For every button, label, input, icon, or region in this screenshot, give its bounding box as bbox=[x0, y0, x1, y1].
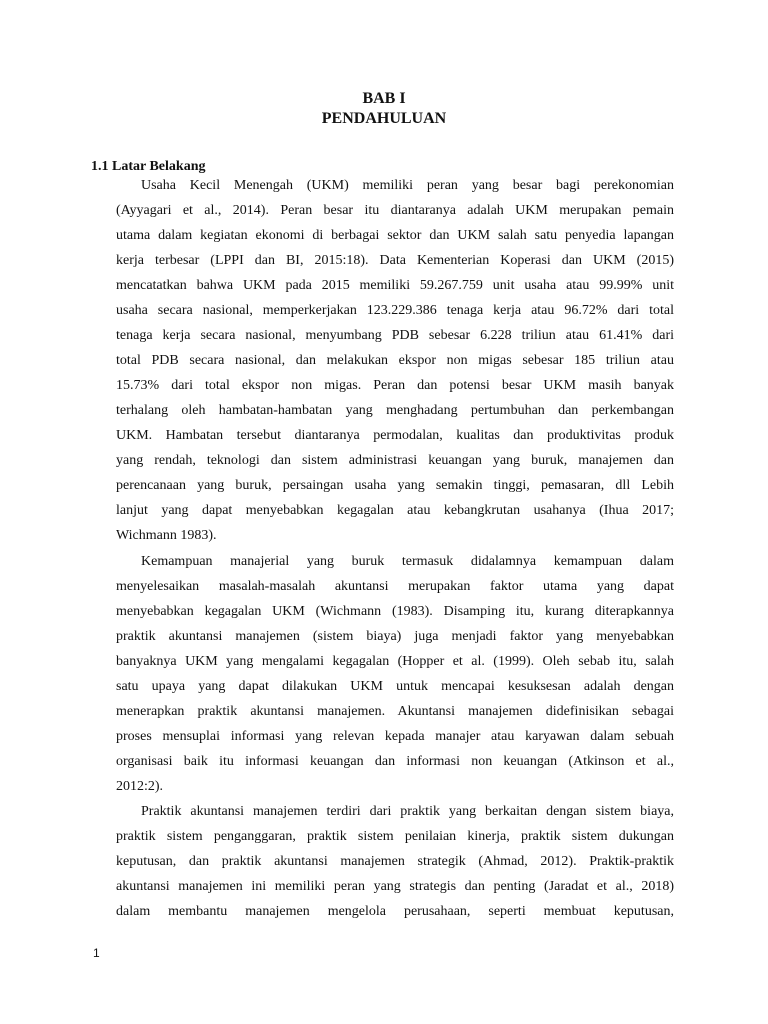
body-line: Praktik akuntansi manajemen terdiri dari praktik yang berkaitan dengan sistem biaya, bbox=[141, 804, 674, 819]
body-line: kerja terbesar (LPPI dan BI, 2015:18). Data Kementerian Koperasi dan UKM (2015) bbox=[116, 253, 674, 268]
body-line: praktik akuntansi manajemen (sistem biaya) juga menjadi faktor yang menyebabkan bbox=[116, 629, 674, 644]
body-line: (Ayyagari et al., 2014). Peran besar itu diantaranya adalah UKM merupakan pemain bbox=[116, 203, 674, 218]
body-line: menyebabkan kegagalan UKM (Wichmann (1983). Disamping itu, kurang diterapkannya bbox=[116, 604, 674, 619]
body-line: utama dalam kegiatan ekonomi di berbagai sektor dan UKM salah satu penyedia lapangan bbox=[116, 228, 674, 243]
chapter-number: BAB I bbox=[362, 90, 406, 107]
chapter-title: PENDAHULUAN bbox=[321, 110, 447, 127]
body-line: UKM. Hambatan tersebut diantaranya permodalan, kualitas dan produktivitas produk bbox=[116, 428, 674, 443]
body-line: praktik sistem penganggaran, praktik sistem penilaian kinerja, praktik sistem dukungan bbox=[116, 829, 674, 844]
body-line: perencanaan yang buruk, persaingan usaha yang semakin tinggi, pemasaran, dll Lebih bbox=[116, 478, 674, 493]
body-line: lanjut yang dapat menyebabkan kegagalan atau kebangkrutan usahanya (Ihua 2017; bbox=[116, 503, 674, 518]
body-line: Kemampuan manajerial yang buruk termasuk didalamnya kemampuan dalam bbox=[141, 554, 674, 569]
body-line: total PDB secara nasional, dan melakukan ekspor non migas sebesar 185 triliun atau bbox=[116, 353, 674, 368]
body-line: menyelesaikan masalah-masalah akuntansi merupakan faktor utama yang dapat bbox=[116, 579, 674, 594]
body-line: menerapkan praktik akuntansi manajemen. Akuntansi manajemen didefinisikan sebagai bbox=[116, 704, 674, 719]
body-line: terhalang oleh hambatan-hambatan yang menghadang pertumbuhan dan perkembangan bbox=[116, 403, 674, 418]
section-title: 1.1 Latar Belakang bbox=[91, 159, 206, 174]
body-line: satu upaya yang dapat dilakukan UKM untuk mencapai kesuksesan adalah dengan bbox=[116, 679, 674, 694]
body-line: tenaga kerja secara nasional, menyumbang PDB sebesar 6.228 triliun atau 61.41% dari bbox=[116, 328, 674, 343]
body-line: yang rendah, teknologi dan sistem administrasi keuangan yang buruk, manajemen dan bbox=[116, 453, 674, 468]
body-line: Usaha Kecil Menengah (UKM) memiliki peran yang besar bagi perekonomian bbox=[141, 178, 674, 193]
body-line: 15.73% dari total ekspor non migas. Peran dan potensi besar UKM masih banyak bbox=[116, 378, 674, 393]
body-line: akuntansi manajemen ini memiliki peran yang strategis dan penting (Jaradat et al., 2018) bbox=[116, 879, 674, 894]
body-line: 2012:2). bbox=[116, 779, 164, 794]
body-line: dalam membantu manajemen mengelola perusahaan, seperti membuat keputusan, bbox=[116, 904, 674, 919]
body-line: Wichmann 1983). bbox=[116, 528, 217, 543]
body-line: usaha secara nasional, memperkerjakan 123.229.386 tenaga kerja atau 96.72% dari total bbox=[116, 303, 674, 318]
body-line: proses mensuplai informasi yang relevan kepada manajer atau karyawan dalam sebuah bbox=[116, 729, 674, 744]
body-line: keputusan, dan praktik akuntansi manajemen strategik (Ahmad, 2012). Praktik-praktik bbox=[116, 854, 674, 869]
page-number: 1 bbox=[93, 946, 100, 960]
body-line: mencatatkan bahwa UKM pada 2015 memiliki 59.267.759 unit usaha atau 99.99% unit bbox=[116, 278, 674, 293]
body-line: banyaknya UKM yang mengalami kegagalan (Hopper et al. (1999). Oleh sebab itu, salah bbox=[116, 654, 674, 669]
body-line: organisasi baik itu informasi keuangan dan informasi non keuangan (Atkinson et al., bbox=[116, 754, 674, 769]
